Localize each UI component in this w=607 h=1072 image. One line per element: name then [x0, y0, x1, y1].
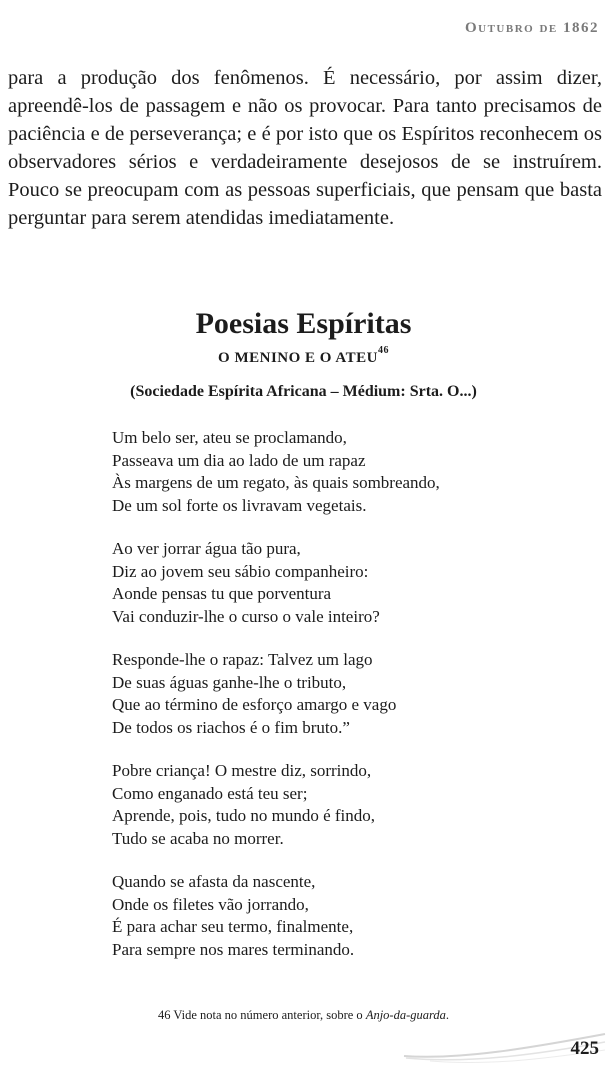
intro-paragraph: [8, 64, 602, 232]
footnote-text: 46 Vide nota no número anterior, sobre o: [157, 1008, 366, 1022]
poem-line: Um belo ser, ateu se proclamando,: [112, 428, 347, 447]
poem-subtitle-text: O MENINO E O ATEU: [218, 350, 378, 366]
poem-subtitle: [0, 345, 607, 367]
stanza: [112, 538, 572, 628]
running-header-text: Outubro de 1862: [464, 20, 599, 36]
stanza: [112, 760, 572, 850]
poem-line: Aonde pensas tu que porventura: [112, 584, 332, 603]
footnote-end: .: [445, 1008, 450, 1022]
poem-line: Pobre criança! O mestre diz, sorrindo,: [112, 761, 372, 780]
page-number: 425: [570, 1038, 599, 1059]
stanza: [112, 871, 572, 961]
footnote: [0, 1008, 607, 1023]
poem-line: Às margens de um regato, às quais sombreando,: [112, 473, 440, 492]
footnote-ref[interactable]: 46: [377, 345, 389, 356]
poem-line: Tudo se acaba no morrer.: [112, 828, 284, 848]
poem-source: (Sociedade Espírita Africana – Médium: Srta. O...): [130, 383, 477, 400]
poem: [112, 427, 572, 982]
section-title: Poesias Espíritas: [195, 307, 412, 340]
poem-line: Diz ao jovem seu sábio companheiro:: [112, 561, 369, 581]
poem-line: Como enganado está teu ser;: [112, 783, 308, 803]
poem-line: Onde os filetes vão jorrando,: [112, 894, 309, 914]
poem-line: De todos os riachos é o fim bruto.”: [112, 717, 350, 737]
footnote-italic: Anjo-da-guarda: [365, 1008, 446, 1022]
poem-line: De um sol forte os livravam vegetais.: [112, 495, 367, 515]
poem-line: Que ao término de esforço amargo e vago: [112, 695, 397, 714]
stanza: [112, 427, 572, 517]
poem-line: Passeava um dia ao lado de um rapaz: [112, 450, 366, 470]
stanza: [112, 649, 572, 739]
poem-line: Aprende, pois, tudo no mundo é findo,: [112, 806, 375, 825]
running-header: [465, 20, 599, 37]
poem-line: Ao ver jorrar água tão pura,: [112, 539, 301, 558]
intro-text: para a produção dos fenômenos. É necessário, por assim dizer, apreendê-los de passagem e não os provocar. Para tanto precisamos de paciência e de perseverança; e é por isto que os Espíritos reconhecem os observadores sérios e verdadeiramente desejosos de se instruírem. Pouco se preocupam com as pessoas superficiais, que pensam que basta perguntar para serem atendidas imediatamente.: [8, 67, 602, 229]
poem-line: Quando se afasta da nascente,: [112, 872, 316, 891]
poem-line: Responde-lhe o rapaz: Talvez um lago: [112, 650, 373, 669]
poem-line: De suas águas ganhe-lhe o tributo,: [112, 672, 347, 692]
poem-line: Para sempre nos mares terminando.: [112, 939, 355, 959]
poem-line: Vai conduzir-lhe o curso o vale inteiro?: [112, 606, 380, 626]
poem-line: É para achar seu termo, finalmente,: [112, 917, 354, 936]
